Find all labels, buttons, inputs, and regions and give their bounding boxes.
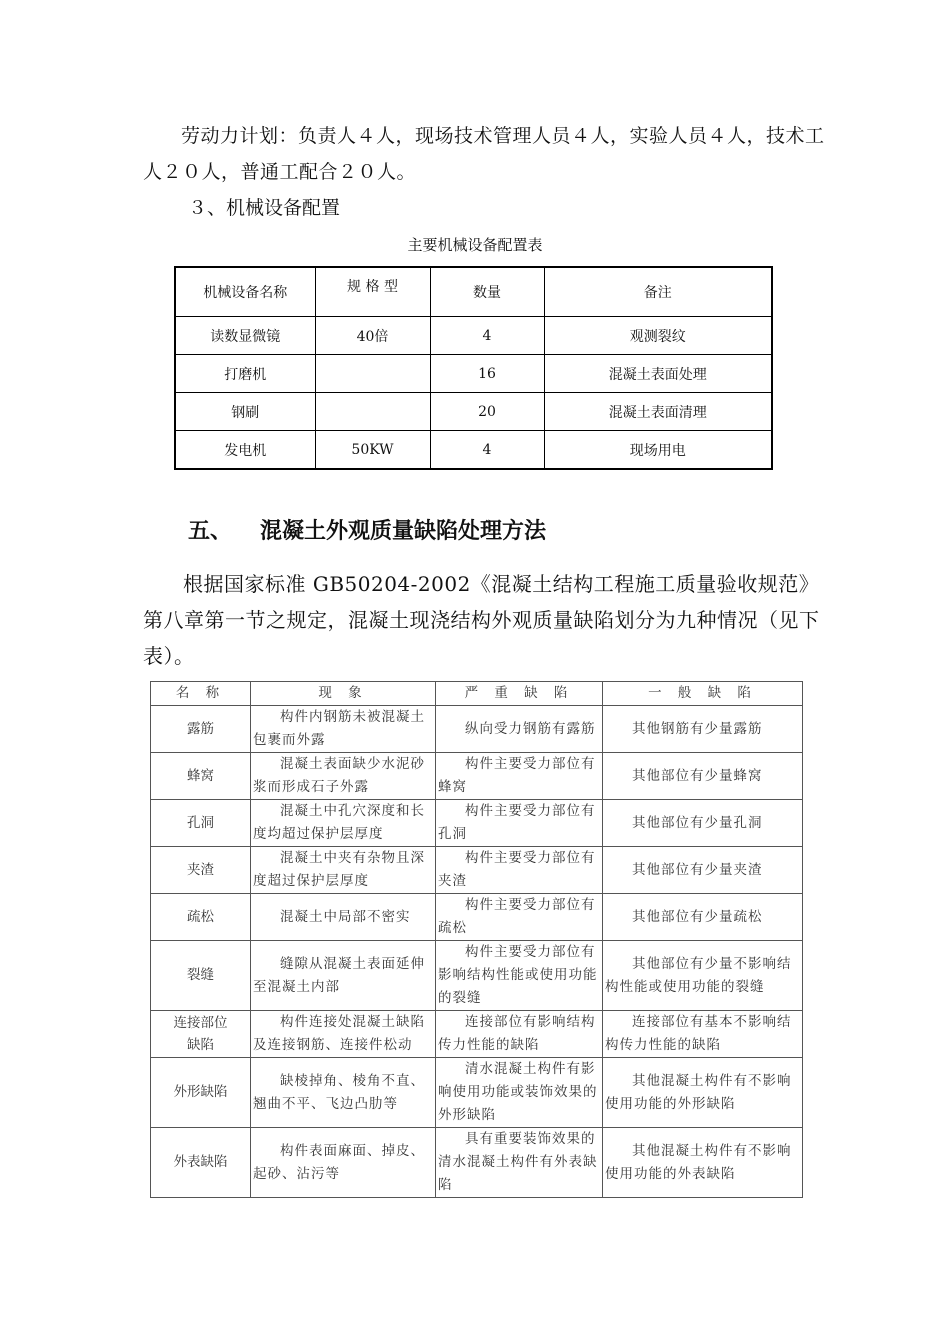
defect-phenomenon: 混凝土中孔穴深度和长度均超过保护层厚度 bbox=[251, 800, 436, 847]
equipment-row bbox=[175, 355, 772, 393]
defect-general: 其他部位有少量疏松 bbox=[603, 894, 803, 941]
defect-header-cell: 名 称 bbox=[151, 682, 251, 706]
equipment-cell: 16 bbox=[430, 355, 544, 393]
equipment-table-caption: 主要机械设备配置表 bbox=[407, 236, 543, 254]
defect-general: 其他混凝土构件有不影响使用功能的外形缺陷 bbox=[603, 1058, 803, 1128]
equipment-table bbox=[174, 266, 773, 470]
section-5-heading bbox=[188, 514, 546, 545]
equipment-table-header bbox=[175, 267, 772, 317]
defect-table-header bbox=[151, 682, 803, 706]
equipment-row bbox=[175, 393, 772, 431]
equipment-row bbox=[175, 317, 772, 355]
equipment-cell bbox=[315, 393, 430, 431]
defect-serious: 连接部位有影响结构传力性能的缺陷 bbox=[436, 1011, 603, 1058]
defect-general: 其他部位有少量蜂窝 bbox=[603, 753, 803, 800]
defect-phenomenon: 混凝土表面缺少水泥砂浆而形成石子外露 bbox=[251, 753, 436, 800]
defect-general: 其他混凝土构件有不影响使用功能的外表缺陷 bbox=[603, 1128, 803, 1198]
defect-phenomenon: 缝隙从混凝土表面延伸至混凝土内部 bbox=[251, 941, 436, 1011]
defect-phenomenon: 构件连接处混凝土缺陷及连接钢筋、连接件松动 bbox=[251, 1011, 436, 1058]
labor-plan-paragraph: 劳动力计划：负责人４人，现场技术管理人员４人，实验人员４人，技术工人２０人，普通工配合２０人。 bbox=[143, 125, 825, 183]
defect-name: 夹渣 bbox=[151, 847, 251, 894]
defect-name: 孔洞 bbox=[151, 800, 251, 847]
equipment-row bbox=[175, 431, 772, 470]
defect-table bbox=[150, 681, 803, 1198]
equipment-cell: 40倍 bbox=[315, 317, 430, 355]
defect-row bbox=[151, 894, 803, 941]
defect-phenomenon: 构件表面麻面、掉皮、起砂、沾污等 bbox=[251, 1128, 436, 1198]
defect-phenomenon: 构件内钢筋未被混凝土包裹而外露 bbox=[251, 706, 436, 753]
equipment-cell: 4 bbox=[430, 317, 544, 355]
equipment-cell: 混凝土表面清理 bbox=[544, 393, 772, 431]
defect-row bbox=[151, 800, 803, 847]
equipment-cell: 50KW bbox=[315, 431, 430, 470]
equipment-cell: 钢刷 bbox=[175, 393, 315, 431]
defect-header-cell: 严 重 缺 陷 bbox=[436, 682, 603, 706]
equipment-cell: 读数显微镜 bbox=[175, 317, 315, 355]
equipment-cell: 打磨机 bbox=[175, 355, 315, 393]
defect-serious: 清水混凝土构件有影响使用功能或装饰效果的外形缺陷 bbox=[436, 1058, 603, 1128]
equipment-cell: 20 bbox=[430, 393, 544, 431]
section-5-title: 混凝土外观质量缺陷处理方法 bbox=[260, 519, 547, 544]
defect-row bbox=[151, 1128, 803, 1198]
defect-name: 连接部位缺陷 bbox=[151, 1011, 251, 1058]
defect-serious: 构件主要受力部位有孔洞 bbox=[436, 800, 603, 847]
defect-row bbox=[151, 941, 803, 1011]
defect-phenomenon: 缺棱掉角、棱角不直、翘曲不平、飞边凸肋等 bbox=[251, 1058, 436, 1128]
defect-serious: 具有重要装饰效果的清水混凝土构件有外表缺陷 bbox=[436, 1128, 603, 1198]
equipment-cell: 观测裂纹 bbox=[544, 317, 772, 355]
section-5-number: 五、 bbox=[188, 519, 233, 544]
defect-row bbox=[151, 847, 803, 894]
defect-phenomenon: 混凝土中局部不密实 bbox=[251, 894, 436, 941]
equipment-cell: 4 bbox=[430, 431, 544, 470]
defect-name: 蜂窝 bbox=[151, 753, 251, 800]
equipment-cell: 发电机 bbox=[175, 431, 315, 470]
equipment-header-cell: 规 格 型 bbox=[315, 267, 430, 317]
defect-name: 外表缺陷 bbox=[151, 1128, 251, 1198]
defect-serious: 构件主要受力部位有影响结构性能或使用功能的裂缝 bbox=[436, 941, 603, 1011]
defect-general: 其他部位有少量孔洞 bbox=[603, 800, 803, 847]
defect-general: 其他部位有少量夹渣 bbox=[603, 847, 803, 894]
defect-name: 裂缝 bbox=[151, 941, 251, 1011]
defect-general: 其他钢筋有少量露筋 bbox=[603, 706, 803, 753]
equipment-cell bbox=[315, 355, 430, 393]
equipment-header-cell: 机械设备名称 bbox=[175, 267, 315, 317]
defect-serious: 构件主要受力部位有疏松 bbox=[436, 894, 603, 941]
equipment-cell: 现场用电 bbox=[544, 431, 772, 470]
equipment-cell: 混凝土表面处理 bbox=[544, 355, 772, 393]
defect-row bbox=[151, 1058, 803, 1128]
defect-header-cell: 一 般 缺 陷 bbox=[603, 682, 803, 706]
defect-row bbox=[151, 753, 803, 800]
defect-row bbox=[151, 1011, 803, 1058]
defect-general: 其他部位有少量不影响结构性能或使用功能的裂缝 bbox=[603, 941, 803, 1011]
defect-general: 连接部位有基本不影响结构传力性能的缺陷 bbox=[603, 1011, 803, 1058]
defect-name: 疏松 bbox=[151, 894, 251, 941]
defect-name: 露筋 bbox=[151, 706, 251, 753]
section-5-intro: 根据国家标准 GB50204-2002《混凝土结构工程施工质量验收规范》第八章第一节之规定，混凝土现浇结构外观质量缺陷划分为九种情况（见下表）。 bbox=[143, 572, 820, 668]
section-3-heading: ３、机械设备配置 bbox=[188, 197, 341, 219]
defect-serious: 构件主要受力部位有夹渣 bbox=[436, 847, 603, 894]
defect-name: 外形缺陷 bbox=[151, 1058, 251, 1128]
equipment-header-cell: 数量 bbox=[430, 267, 544, 317]
defect-row bbox=[151, 706, 803, 753]
defect-phenomenon: 混凝土中夹有杂物且深度超过保护层厚度 bbox=[251, 847, 436, 894]
defect-header-cell: 现 象 bbox=[251, 682, 436, 706]
equipment-header-cell: 备注 bbox=[544, 267, 772, 317]
defect-serious: 构件主要受力部位有蜂窝 bbox=[436, 753, 603, 800]
defect-serious: 纵向受力钢筋有露筋 bbox=[436, 706, 603, 753]
